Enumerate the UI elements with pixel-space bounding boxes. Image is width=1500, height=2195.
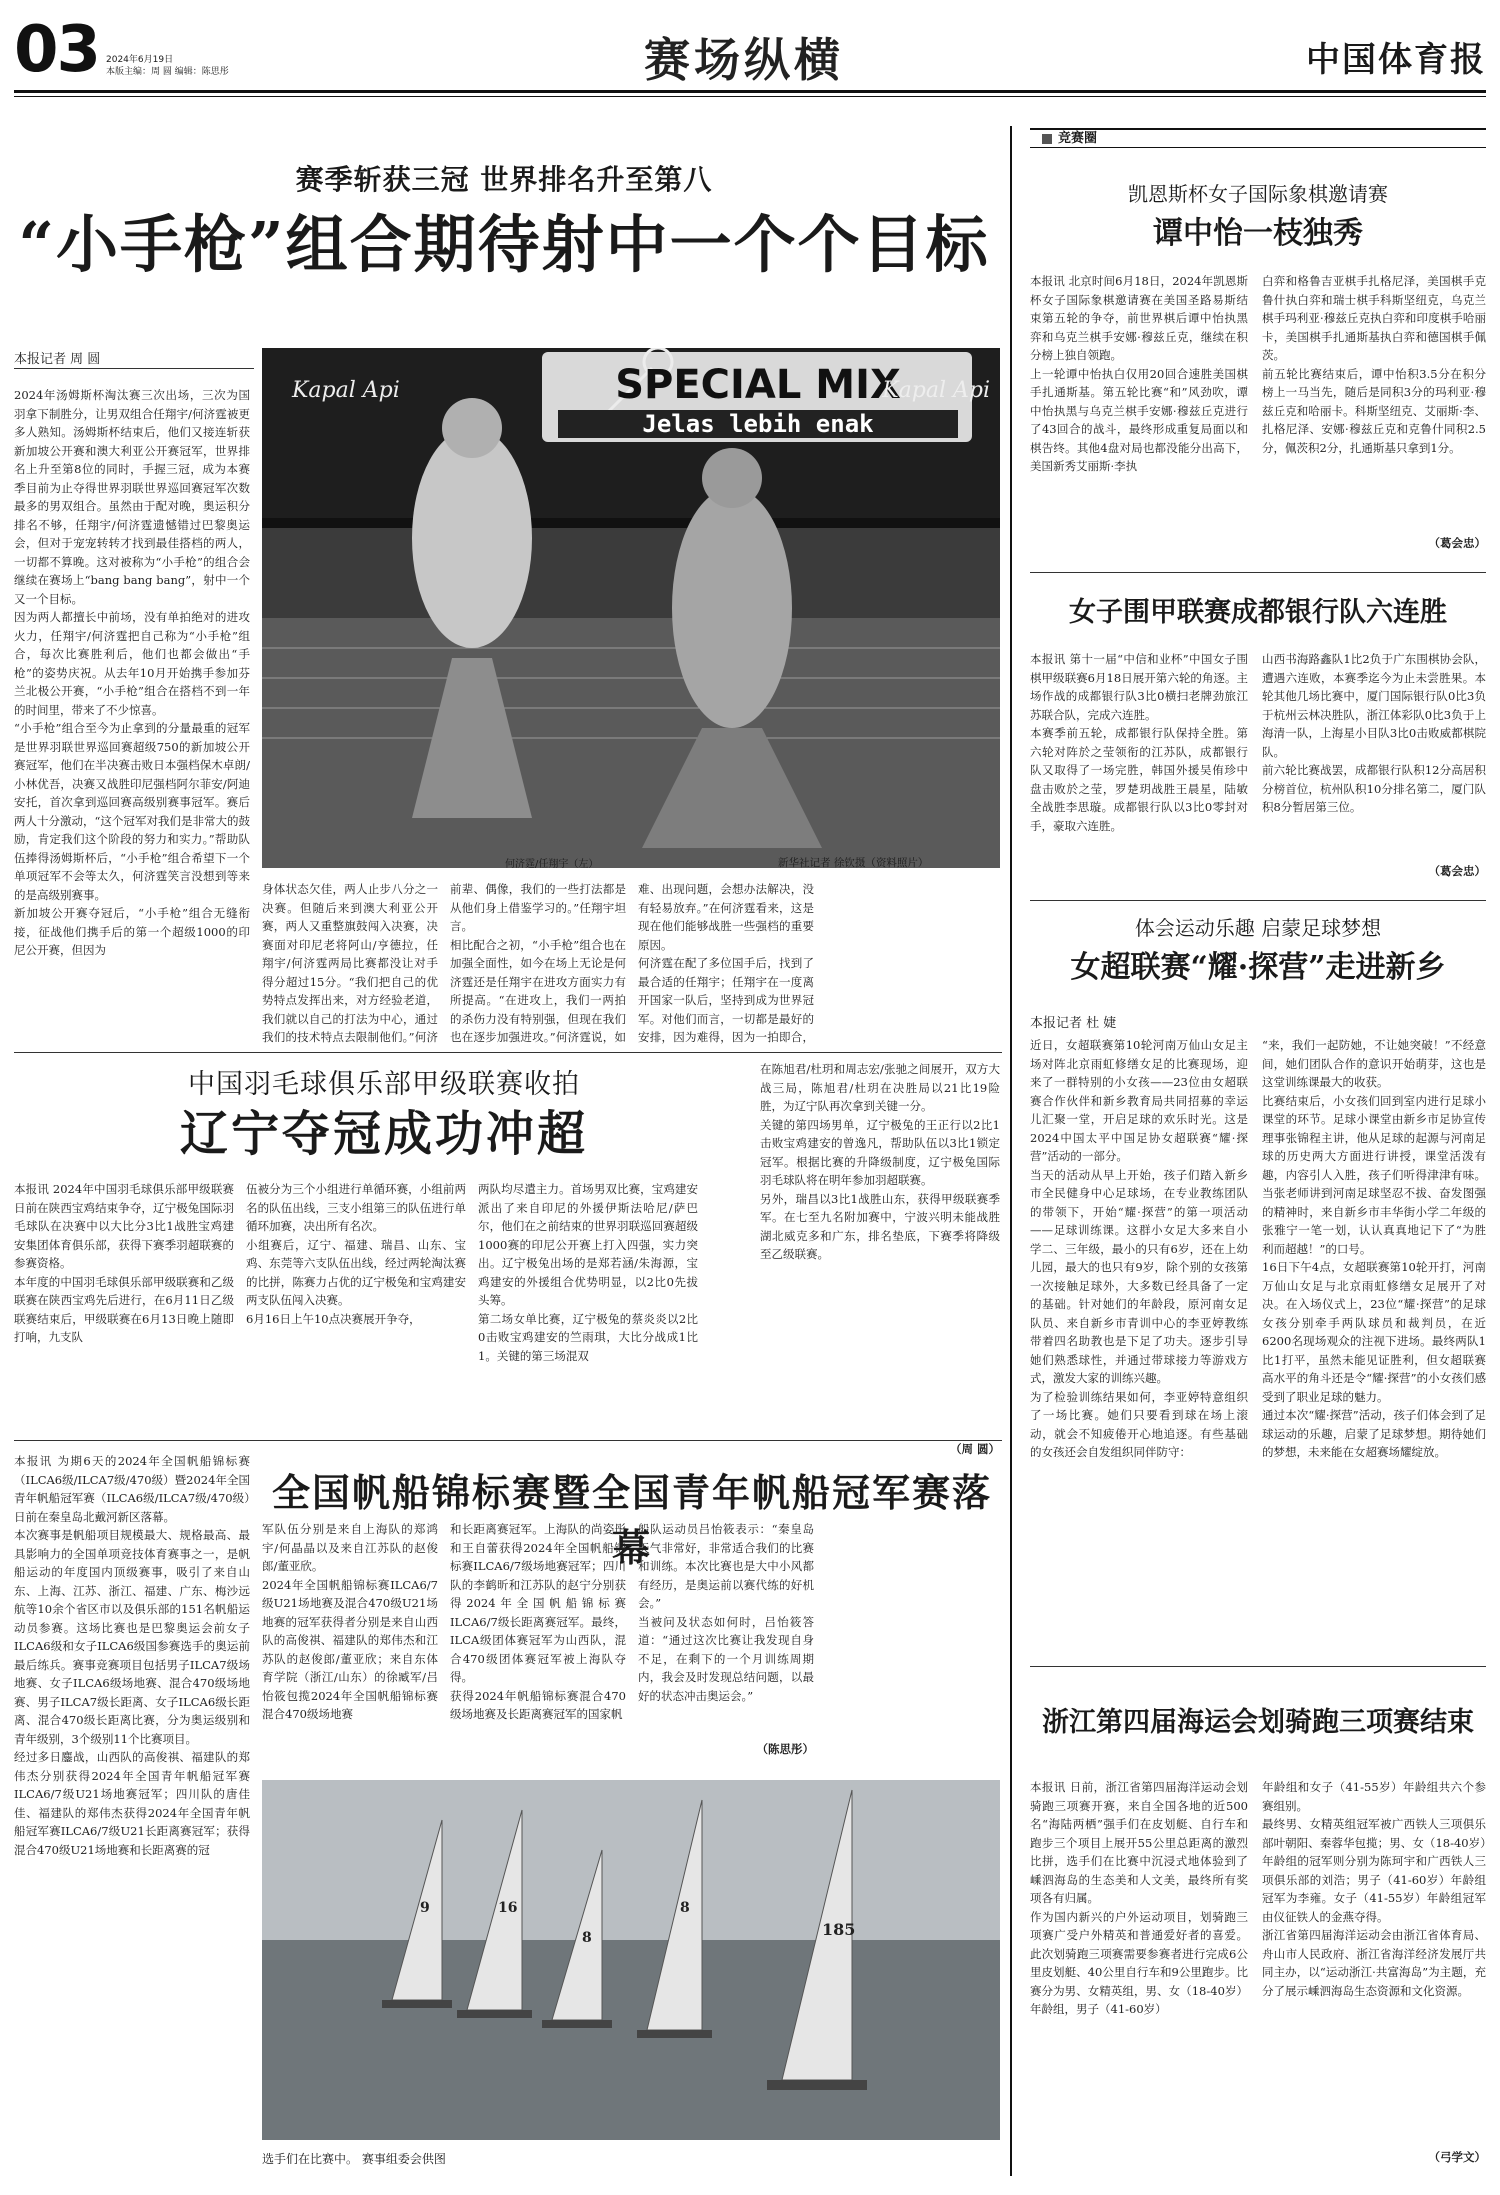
football-byline: 本报记者 杜 婕: [1030, 1016, 1117, 1031]
section-title: 赛场纵横: [644, 33, 844, 87]
sail-number-2: 16: [498, 1900, 518, 1916]
byline-rule: [14, 368, 254, 369]
sail-number-5: 185: [822, 1920, 856, 1939]
weiqi-rule: [1030, 900, 1486, 901]
sail-number-3: 8: [582, 1930, 592, 1946]
weiqi-col-1: 本报讯 第十一届“中信和业杯”中国女子围棋甲级联赛6月18日展开第六轮的角逐。主场作战的成都银行队3比0横扫老牌劲旅江苏联合队，完成六连胜。 本赛季前五轮，成都银行队保持全胜。第六轮对阵於之莹领衔的江苏队，成都银行队又取得了一场完胜，韩国外援吴侑珍中盘击败於之莹，罗楚玥战胜王晨星，陆敏全战胜李思璇。成都银行队以3比0零封对手，豪取六连胜。: [1030, 652, 1248, 833]
sailing-photo-art: [262, 1780, 1000, 2140]
badminton-kicker: 中国羽毛球俱乐部甲级联赛收拍: [188, 1069, 580, 1100]
sailing-author: （陈思彤）: [756, 1742, 814, 1756]
sailing-photo-caption: 选手们在比赛中。 赛事组委会供图: [262, 2152, 446, 2166]
chess-col-1: 本报讯 北京时间6月18日，2024年凯恩斯杯女子国际象棋邀请赛在美国圣路易斯结束第五轮的争夺，前世界棋后谭中怡执黑弈和乌克兰棋手安娜·穆兹丘克，继续在积分榜上独自领跑。 上一轮谭中怡执白仅用20回合速胜美国棋手扎通斯基。第五轮比赛“和”风劲吹，谭中怡执黑与乌克兰棋手安娜·穆兹丘克进行了43回合的战斗，最终形成重复局面以和棋告终。其他4盘对局也都没能分出高下，美国新秀艾丽斯·李执: [1030, 274, 1248, 473]
tag-square-icon: [1042, 134, 1052, 144]
masthead: [14, 10, 1486, 90]
football-col-1: 近日，女超联赛第10轮河南万仙山女足主场对阵北京雨虹修缮女足的比赛现场，迎来了一群特别的小女孩——23位由女超联赛合作伙伴和新乡教育局共同招募的幸运儿汇聚一堂，开启足球的欢乐时光。这是2024中国太平中国足协女超联赛“耀·探营”活动的一部分。 当天的活动从早上开始，孩子们踏入新乡市全民健身中心足球场，在专业教练团队的带领下，开始“耀·探营”的第一项活动——足球训练课。这群小女足大多来自小学二、三年级，最小的只有6岁，还在上幼儿园，最大的也只有9岁，除个别的女孩第一次接触足球外，大多数已经具备了一定的基础。针对她们的年龄段，原河南女足队员、来自新乡市青训中心的李亚婷教练带着四名助教也是下足了功夫。逐步引导她们熟悉球性，并通过带球接力等游戏方式，激发大家的训练兴趣。 为了检验训练结果如何，李亚婷特意组织了一场比赛。她们只要看到球在场上滚动，就会不知疲倦开心地追逐。有些基础的女孩还会自发组织同伴防守：: [1030, 1038, 1248, 1459]
masthead-rule: [14, 90, 1486, 93]
masthead-rule-thin: [14, 96, 1486, 97]
badminton-photo: [262, 348, 1000, 868]
football-col-2: “来，我们一起防她，不让她突破！”不经意间，她们团队合作的意识开始萌芽，这也是这堂训练课最大的收获。 比赛结束后，小女孩们回到室内进行足球小课堂的环节。足球小课堂由新乡市足协宣传理事张锦程主讲，他从足球的起源与河南足球的历史两大方面进行讲授，课堂活泼有趣，内容引人入胜，孩子们听得津津有味。当张老师讲到河南足球坚忍不拔、奋发图强的精神时，来自新乡市丰华街小学二年级的张雅宁一笔一划，认认真真地记下了“为胜利而超越！”的口号。 16日下午4点，女超联赛第10轮开打，河南万仙山女足与北京雨虹修缮女足展开了对决。在入场仪式上，23位“耀·探营”的足球女孩分别牵手两队球员和裁判员，在近6200名现场观众的注视下进场。最终两队1比1打平，虽然未能见证胜利，但女超联赛高水平的角斗还是令“耀·探营”的小女孩们感受到了职业足球的魅力。 通过本次“耀·探营”活动，孩子们体会到了足球运动的乐趣，启蒙了足球梦想。期待她们的梦想，未来能在女超赛场耀绽放。: [1262, 1038, 1486, 1459]
weiqi-author: （葛会忠）: [1428, 864, 1486, 878]
sail-number-4: 8: [680, 1900, 690, 1916]
triathlon-author: （弓学文）: [1428, 2150, 1486, 2164]
chess-author: （葛会忠）: [1428, 536, 1486, 550]
badminton-col-1: 本报讯 2024年中国羽毛球俱乐部甲级联赛日前在陕西宝鸡结束争夺，辽宁极兔国际羽毛球队在决赛中以大比分3比1战胜宝鸡建安集团体育俱乐部，获得下赛季羽超联赛的参赛资格。 本年度的中国羽毛球俱乐部甲级联赛和乙级联赛在陕西宝鸡先后进行，在6月11日乙级联赛结束后，甲级联赛在6月13日晚上随即打响，九支队: [14, 1182, 234, 1344]
triathlon-col-2: 年龄组和女子（41-55岁）年龄组共六个参赛组别。 最终男、女精英组冠军被广西铁人三项俱乐部叶朝阳、秦蓉华包揽；男、女（18-40岁）年龄组的冠军则分别为陈珂宇和广西铁人三项俱乐部的刘浩；男子（41-60岁）年龄组冠军为李雍。女子（41-55岁）年龄组冠军由仪征铁人的金燕夺得。 浙江省第四届海洋运动会由浙江省体育局、舟山市人民政府、浙江省海洋经济发展厅共同主办，以“运动浙江·共富海岛”为主题，充分了展示嵊泗海岛生态资源和文化资源。: [1262, 1780, 1486, 1998]
chess-headline: 谭中怡一枝独秀: [1153, 216, 1363, 251]
badminton-col-3: 两队均尽遣主力。首场男双比赛，宝鸡建安派出了来自印尼的外援伊斯法哈尼/萨巴尔，他们在之前结束的世界羽联巡回赛超级1000赛的印尼公开赛上打入四强，实力突出。辽宁极兔出场的是郑若涵/朱海源，宝鸡建安的外援组合优势明显，以2比0先拔头筹。 第二场女单比赛，辽宁极兔的蔡炎炎以2比0击败宝鸡建安的竺雨琪，大比分战成1比1。关键的第三场混双: [478, 1182, 698, 1363]
weiqi-col-2: 山西书海路鑫队1比2负于广东围棋协会队，遭遇六连败，本赛季迄今为止未尝胜果。本轮其他几场比赛中，厦门国际银行队0比3负于杭州云林决胜队，浙江体彩队0比3负于上海清一队，上海星小目队3比0击败威都棋院队。 前六轮比赛战罢，成都银行队积12分高居积分榜首位，杭州队积10分排名第二，厦门队积8分暂居第三位。: [1262, 652, 1486, 814]
sailing-headline: 全国帆船锦标赛暨全国青年帆船冠军赛落幕: [271, 1470, 992, 1570]
photo-caption-credit: 新华社记者 徐钦摄（资料照片）: [778, 857, 929, 869]
triathlon-col-2-wrap: [1262, 1778, 1486, 2178]
photo-banner-text: SPECIAL MIX: [615, 362, 901, 408]
sailing-col-3: 和长距离赛冠军。上海队的尚姿彤和王自蕾获得2024年全国帆船锦标赛ILCA6/7级场地赛冠军；四川队的李鹤昕和江苏队的赵宁分别获得2024年全国帆船锦标赛ILCA6/7级长距离赛冠军。最终，ILCA级团体赛冠军为山西队，混合470级团体赛冠军被上海队夺得。 获得2024年帆船锦标赛混合470级场地赛及长距离赛冠军的国家帆: [450, 1522, 626, 1721]
sailing-photo: [262, 1780, 1000, 2140]
main-col-2: 身体状态欠佳，两人止步八分之一决赛。但随后来到澳大利亚公开赛，两人又重整旗鼓闯入决赛，决赛面对印尼老将阿山/亨德拉，任翔宇/何济霆两局比赛都没让对手得分超过15分。“我们把自己的优势特点发挥出来，对方经验老道，我们就以自己的打法为中心，通过我们的技术特点去限制他们。”何济: [262, 882, 438, 1044]
page-number: 03: [14, 13, 100, 87]
main-col-3: 前辈、偶像，我们的一些打法都是从他们身上借鉴学习的。”任翔宇坦言。 相比配合之初，“小手枪”组合也在加强全面性，如今在场上无论是何济霆还是任翔宇在进攻方面实力有所提高。“在进攻上，我们一两拍的杀伤力没有特别强，但现在我们也在逐步加强进攻。”何济霆说，如: [450, 882, 626, 1044]
sail-number-1: 9: [420, 1900, 430, 1916]
photo-sponsor-left: Kapal Api: [292, 378, 400, 403]
badminton-author: （周 圆）: [949, 1442, 1000, 1456]
football-kicker: 体会运动乐趣 启蒙足球梦想: [1134, 916, 1382, 940]
column-divider: [1010, 126, 1012, 2176]
masthead-meta: [106, 54, 229, 78]
main-byline: 本报记者 周 圆: [14, 352, 101, 367]
main-col-4: 难、出现问题，会想办法解决，没有轻易放弃。”在何济霆看来，这是现在他们能够战胜一些强档的重要原因。 何济霆在配了多位国手后，找到了最合适的任翔宇；任翔宇在一度离开国家一队后，坚持到成为世界冠军。对他们而言，一切都是最好的安排，因为难得，因为一拍即合，: [638, 882, 814, 1044]
sailing-col-4-wrap: [638, 1520, 1000, 1770]
chess-col-2: 白弈和格鲁吉亚棋手扎格尼泽，美国棋手克鲁什执白弈和瑞士棋手科斯坚纽克，乌克兰棋手玛利亚·穆兹丘克执白弈和印度棋手哈丽卡，美国棋手扎通斯基执白弈和德国棋手佩茨。 前五轮比赛结束后，谭中怡积3.5分在积分榜上一马当先，随后是同积3分的玛利亚·穆兹丘克和哈丽卡。科斯坚纽克、艾丽斯·李、扎格尼泽、安娜·穆兹丘克和克鲁什同积2.5分，佩茨积2分，扎通斯基只拿到1分。: [1262, 274, 1486, 455]
chess-kicker: 凯恩斯杯女子国际象棋邀请赛: [1128, 182, 1388, 206]
sailing-col-2: 军队伍分别是来自上海队的郑鸿宇/何晶晶以及来自江苏队的赵俊郎/董亚欣。 2024年全国帆船锦标赛ILCA6/7级U21场地赛及混合470级U21场地赛的冠军获得者分别是来自山西队的高俊祺、福建队的郑伟杰和江苏队的赵俊郎/董亚欣；来自东体育学院（浙江/山东）的徐臧军/吕怡筱包揽2024年全国帆船锦标赛混合470级场地赛: [262, 1522, 438, 1721]
main-kicker: 赛季斩获三冠 世界排名升至第八: [295, 163, 713, 196]
section-rule-2: [14, 1440, 1002, 1441]
newspaper-logo: 中国体育报: [1306, 40, 1486, 80]
badminton-col-4: 在陈旭君/杜玥和周志宏/张驰之间展开，双方大战三局，陈旭君/杜玥在决胜局以21比19险胜，为辽宁队再次拿到关键一分。 关键的第四场男单，辽宁极兔的王正行以2比1击败宝鸡建安的曾逸凡，帮助队伍以3比1锁定冠军。根据比赛的升降级制度，辽宁极兔国际羽毛球队将在明年参加羽超联赛。 另外，瑞昌以3比1战胜山东，获得甲级联赛季军。在七至九名附加赛中，宁波兴明未能战胜湖北威克多和广东，排名垫底，下赛季将降级至乙级联赛。: [760, 1062, 1000, 1261]
chess-rule: [1030, 572, 1486, 573]
photo-sponsor-right: Kapal Api: [882, 378, 990, 403]
section-rule: [14, 1052, 1002, 1053]
news-roundup-tag: [1030, 128, 1486, 148]
issue-date: 2024年6月19日: [106, 55, 174, 65]
badminton-col-4-wrap: [760, 1060, 1000, 1480]
weiqi-col-2-wrap: [1262, 650, 1486, 890]
triathlon-headline: 浙江第四届海运会划骑跑三项赛结束: [1042, 1707, 1474, 1738]
sailing-col-1: 本报讯 为期6天的2024年全国帆船锦标赛（ILCA6级/ILCA7级/470级）暨2024年全国青年帆船冠军赛（ILCA6级/ILCA7级/470级）日前在秦皇岛北戴河新区落幕。 本次赛事是帆船项目规模最大、规格最高、最具影响力的全国单项竞技体育赛事之一，是帆船运动的年度国内顶级赛事，吸引了来自山东、上海、江苏、浙江、福建、广东、梅沙远航等10余个省区市以及俱乐部的151名帆船运动员参赛。这场比赛也是巴黎奥运会前女子ILCA6级和女子ILCA6级国参赛选手的奥运前最后练兵。赛事竞赛项目包括男子ILCA7级场地赛、女子ILCA6级场地赛、混合470级场地赛、男子ILCA7级长距离、女子ILCA6级长距离、混合470级长距离比赛，分为奥运级别和青年级别，3个级别11个比赛项目。 经过多日鏖战，山西队的高俊祺、福建队的郑伟杰分别获得2024年全国青年帆船冠军赛ILCA6/7级U21场地赛冠军；四川队的唐佳佳、福建队的郑伟杰获得2024年全国青年帆船冠军赛ILCA6/7级U21长距离赛冠军；获得混合470级U21场地赛和长距离赛的冠: [14, 1454, 250, 1857]
football-rule: [1030, 1666, 1486, 1667]
photo-banner-subtext: Jelas lebih enak: [558, 410, 958, 438]
triathlon-col-1: 本报讯 日前，浙江省第四届海洋运动会划骑跑三项赛开赛，来自全国各地的近500名“海陆两栖”强手们在皮划艇、自行车和跑步三个项目上展开55公里总距离的激烈比拼，选手们在比赛中沉浸式地体验到了嵊泗海岛的生态美和人文美，最终所有奖项各有归属。 作为国内新兴的户外运动项目，划骑跑三项赛广受户外精英和普通爱好者的喜爱。此次划骑跑三项赛需要参赛者进行完成6公里皮划艇、40公里自行车和9公里跑步。比赛分为男、女精英组，男、女（18-40岁）年龄组，男子（41-60岁）: [1030, 1780, 1248, 2016]
main-headline: “小手枪”组合期待射中一个个目标: [18, 208, 990, 281]
badminton-headline: 辽宁夺冠成功冲超: [179, 1106, 588, 1162]
editors-line: 本版主编：周 圆 编辑：陈思彤: [106, 67, 229, 77]
weiqi-headline: 女子围甲联赛成都银行队六连胜: [1069, 597, 1447, 628]
main-col-1: 2024年汤姆斯杯淘汰赛三次出场，三次为国羽拿下制胜分，让男双组合任翔宇/何济霆被更多人熟知。汤姆斯杯结束后，他们又接连斩获新加坡公开赛和澳大利亚公开赛冠军，世界排名上升至第8位的同时，手握三冠，成为本赛季目前为止夺得世界羽联世界巡回赛冠军次数最多的男双组合。虽然由于配对晚，奥运积分排名不够，任翔宇/何济霆遗憾错过巴黎奥运会，但对于宠宠转转才找到最佳搭档的两人，一切都不算晚。这对被称为“小手枪”的组合会继续在赛场上“bang bang bang”，射中一个又一个目标。 因为两人都擅长中前场，没有单拍绝对的进攻火力，任翔宇/何济霆把自己称为“小手枪”组合，每次比赛胜利后，他们也都会做出“手枪”的姿势庆祝。从去年10月开始携手参加芬兰北极公开赛，“小手枪”组合在搭档不到一年的时间里，带来了不少惊喜。 “小手枪”组合至今为止拿到的分量最重的冠军是世界羽联世界巡回赛超级750的新加坡公开赛冠军，他们在半决赛击败日本强档保木卓朗/小林优吾，决赛又战胜印尼强档阿尔菲安/阿迪安托，首次拿到巡回赛高级别赛事冠军。赛后两人十分激动，“这个冠军对我们是非常大的鼓励，肯定我们这个阶段的努力和实力。”帮助队伍捧得汤姆斯杯后，“小手枪”组合希望下一个单项冠军不会等太久，何济霆笑言没想到等来的是高级别赛事。 新加坡公开赛夺冠后，“小手枪”组合无缝衔接，征战他们携手后的第一个超级1000的印尼公开赛，但因为: [14, 388, 250, 957]
photo-caption-names: 何济霆/任翔宇（左）: [505, 859, 599, 870]
sailing-col-4: 船队运动员吕怡筱表示：“秦皇岛天气非常好，非常适合我们的比赛和训练。本次比赛也是大中小风都有经历，是奥运前以赛代练的好机会。” 当被问及状态如何时，吕怡筱答道：“通过这次比赛让我发现自身不足，在剩下的一个月训练周期内，我会及时发现总结问题，以最好的状态冲击奥运会。”: [638, 1522, 814, 1703]
badminton-col-2: 伍被分为三个小组进行单循环赛，小组前两名的队伍出线，三支小组第三的队伍进行单循环加赛，决出所有名次。 小组赛后，辽宁、福建、瑞昌、山东、宝鸡、东莞等六支队伍出线，经过两轮淘汰赛的比拼，陈赛力占优的辽宁极兔和宝鸡建安两支队伍闯入决赛。 6月16日上午10点决赛展开争夺，: [246, 1182, 466, 1326]
chess-col-2-wrap: [1262, 272, 1486, 562]
news-roundup-label: 竞赛圈: [1058, 131, 1098, 146]
football-headline: 女超联赛“耀·探营”走进新乡: [1070, 950, 1446, 985]
